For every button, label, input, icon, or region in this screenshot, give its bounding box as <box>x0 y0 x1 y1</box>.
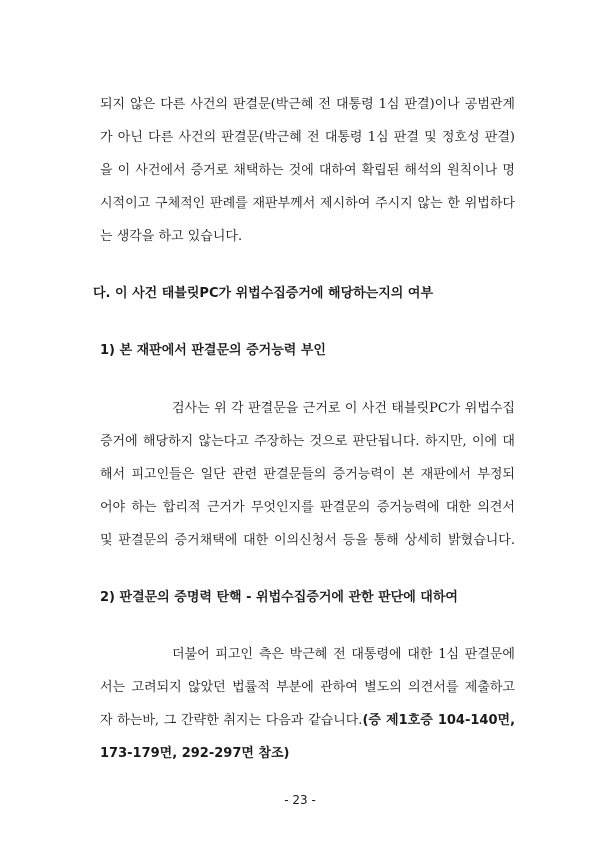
paragraph1-line-4: 시적이고 구체적인 판례를 재판부께서 제시하여 주시지 않는 한 위법하다 <box>100 196 515 211</box>
subsection1-line-1: 검사는 위 각 판결문을 근거로 이 사건 태블릿PC가 위법수집 <box>172 401 515 416</box>
subsection1-line-3: 해서 피고인들은 일단 관련 판결문들의 증거능력이 본 재판에서 부정되 <box>100 467 515 482</box>
subsection1-heading: 1) 본 재판에서 판결문의 증거능력 부인 <box>100 343 326 358</box>
page-number: - 23 - <box>284 793 316 807</box>
subsection2-line-2: 서는 고려되지 않았던 법률적 부분에 관하여 별도의 의견서를 제출하고 <box>100 680 515 695</box>
section-heading: 다. 이 사건 태블릿PC가 위법수집증거에 해당하는지의 여부 <box>93 286 433 301</box>
paragraph1-line-2: 가 아닌 다른 사건의 판결문(박근혜 전 대통령 1심 판결 및 정호성 판결) <box>100 130 515 145</box>
subsection1-line-2: 증거에 해당하지 않는다고 주장하는 것으로 판단됩니다. 하지만, 이에 대 <box>100 434 515 449</box>
exhibit-reference-part2: 173-179면, 292-297면 참조) <box>100 746 290 761</box>
paragraph1-line-3: 을 이 사건에서 증거로 채택하는 것에 대하여 확립된 해석의 원칙이나 명 <box>100 163 515 178</box>
subsection2-line-3 <box>100 713 515 729</box>
subsection2-line-3-text: 자 하는바, 그 간략한 취지는 다음과 같습니다. <box>100 713 363 728</box>
subsection2-line-1: 더불어 피고인 측은 박근혜 전 대통령에 대한 1심 판결문에 <box>172 647 515 662</box>
paragraph1-line-5: 는 생각을 하고 있습니다. <box>100 229 243 244</box>
subsection1-line-4: 어야 하는 합리적 근거가 무엇인지를 판결문의 증거능력에 대한 의견서 <box>100 500 515 515</box>
subsection1-line-5: 및 판결문의 증거채택에 대한 이의신청서 등을 통해 상세히 밝혔습니다. <box>100 533 515 548</box>
exhibit-reference-part1: (증 제1호증 104-140면, <box>362 713 516 728</box>
subsection2-heading: 2) 판결문의 증명력 탄핵 - 위법수집증거에 관한 판단에 대하여 <box>100 590 458 605</box>
paragraph1-line-1: 되지 않은 다른 사건의 판결문(박근혜 전 대통령 1심 판결)이나 공범관계 <box>100 97 515 112</box>
